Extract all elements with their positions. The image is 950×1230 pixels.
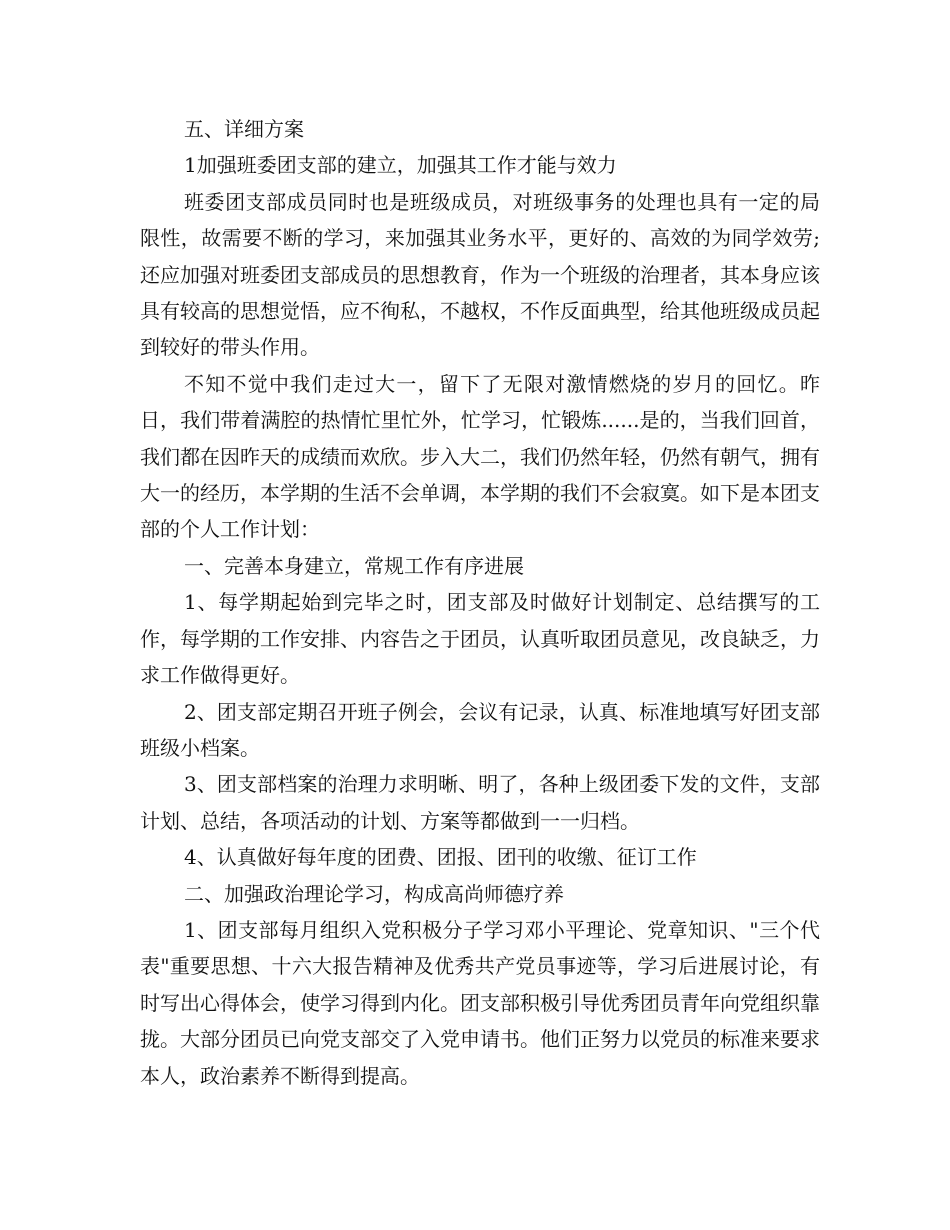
body-paragraph: 班委团支部成员同时也是班级成员，对班级事务的处理也具有一定的局限性，故需要不断的学习，来加强其业务水平，更好的、高效的为同学效劳;还应加强对班委团支部成员的思想教育，作为一个班级的治理者，其本身应该具有较高的思想觉悟，应不徇私，不越权，不作反面典型，给其他班级成员起到较好的带头作用。 (140, 189, 820, 360)
list-item-paragraph: 2、团支部定期召开班子例会，会议有记录，认真、标准地填写好团支部班级小档案。 (140, 699, 820, 760)
section-heading-five: 五、详细方案 (184, 117, 304, 141)
section-heading-one: 一、完善本身建立，常规工作有序进展 (184, 553, 524, 578)
section-heading-two: 二、加强政治理论学习，构成高尚师德疗养 (184, 881, 564, 906)
list-item-paragraph: 3、团支部档案的治理力求明晰、明了，各种上级团委下发的文件，支部计划、总结，各项活动的计划、方案等都做到一一归档。 (140, 772, 820, 833)
list-item-paragraph: 1、团支部每月组织入党积极分子学习邓小平理论、党章知识、"三个代表"重要思想、十六大报告精神及优秀共产党员事迹等，学习后进展讨论，有时写出心得体会，使学习得到内化。团支部积极引导优秀团员青年向党组织靠拢。大部分团员已向党支部交了入党申请书。他们正努力以党员的标准来要求本人，政治素养不断得到提高。 (140, 917, 820, 1088)
document-body (140, 111, 820, 1094)
subsection-heading-1: 1加强班委团支部的建立，加强其工作才能与效力 (184, 153, 617, 178)
list-item-paragraph: 4、认真做好每年度的团费、团报、团刊的收缴、征订工作 (184, 845, 697, 870)
body-paragraph: 不知不觉中我们走过大一，留下了无限对激情燃烧的岁月的回忆。昨日，我们带着满腔的热情忙里忙外，忙学习，忙锻炼......是的，当我们回首，我们都在因昨天的成绩而欢欣。步入大二，我们仍然年轻，仍然有朝气，拥有大一的经历，本学期的生活不会单调，本学期的我们不会寂寞。如下是本团支部的个人工作计划： (140, 371, 820, 542)
list-item-paragraph: 1、每学期起始到完毕之时，团支部及时做好计划制定、总结撰写的工作，每学期的工作安排、内容告之于团员，认真听取团员意见，改良缺乏，力求工作做得更好。 (140, 590, 820, 688)
